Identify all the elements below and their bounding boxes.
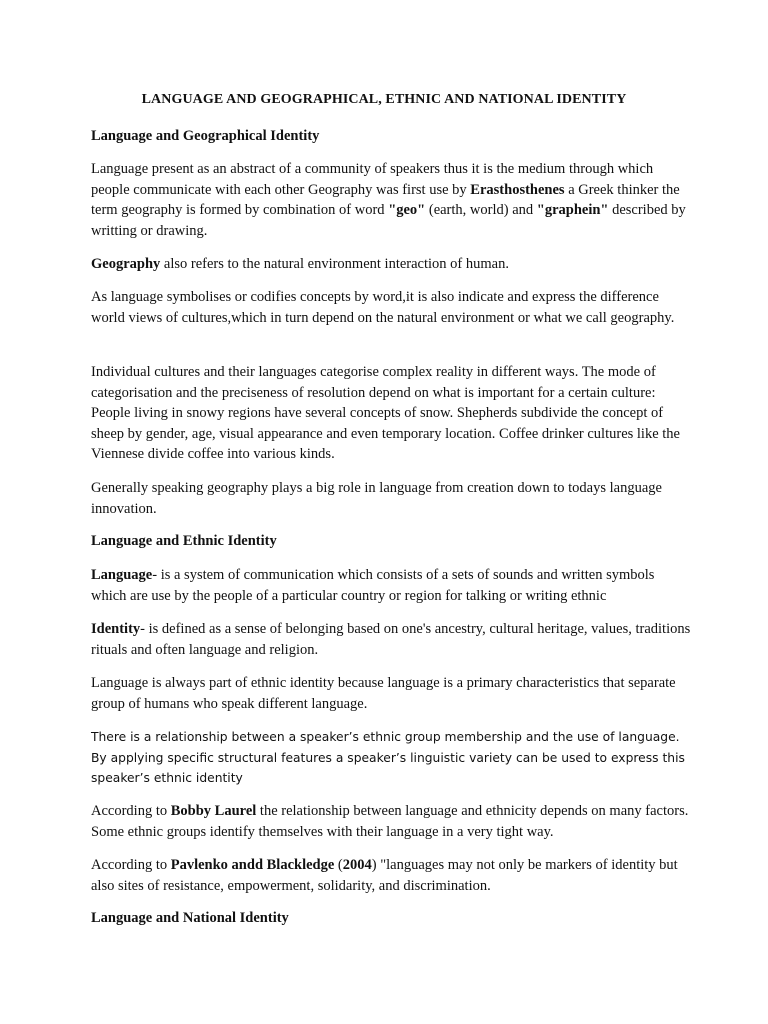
bold-term-erasthosthenes: Erasthosthenes: [470, 181, 565, 198]
text-run: ) "languages may not only be markers of identity but also sites of resistance, empowerment, solidarity, and discrimination.: [91, 857, 678, 894]
text-run: (: [334, 857, 343, 873]
section-heading-national: Language and National Identity: [91, 910, 289, 926]
document-title: LANGUAGE AND GEOGRAPHICAL, ETHNIC AND NATIONAL IDENTITY: [141, 92, 627, 107]
section-heading-ethnic: Language and Ethnic Identity: [91, 533, 277, 549]
text-run: described by writting or drawing.: [91, 202, 686, 239]
paragraph-world-views: As language symbolises or codifies concepts by word,it is also indicate and express the difference world views of cultures,which in turn depend on the natural environment or what we call geography.: [91, 289, 675, 326]
paragraph-language-definition: [91, 565, 691, 606]
bold-term-identity: Identity: [91, 621, 141, 637]
text-run: (earth, world) and: [425, 202, 537, 218]
paragraph-bobby-laurel: [91, 801, 691, 842]
paragraph-categorisation: Individual cultures and their languages categorise complex reality in different ways. The mode of categorisation and the preciseness of resolution depend on what is important for a certain culture: People living in snowy regions have several concepts of snow. Shepherds subdivide the concept of sheep by gender, age, visual appearance and even temporary location. Coffee drinker cultures like the Viennese divide coffee into various kinds.: [91, 364, 680, 462]
bold-term-graphein: "graphein": [536, 202, 609, 218]
text-run: - is defined as a sense of belonging based on one's ancestry, cultural heritage, values, traditions rituals and often language and religion.: [91, 621, 691, 658]
paragraph-ethnic-identity: Language is always part of ethnic identity because language is a primary characteristics that separate group of humans who speak different language.: [91, 675, 676, 712]
text-run: a Greek thinker the term geography is formed by combination of word: [91, 181, 680, 218]
bold-term-year: 2004: [342, 857, 372, 873]
paragraph-identity-definition: [91, 619, 691, 660]
text-run: - is a system of communication which consists of a sets of sounds and written symbols which are use by the people of a particular country or region for talking or writing ethnic: [91, 567, 655, 604]
text-run: the relationship between language and ethnicity depends on many factors. Some ethnic groups identify themselves with their language in a very tight way.: [91, 803, 689, 840]
bold-term-language: Language: [91, 567, 153, 583]
text-run: According to: [91, 803, 171, 819]
text-run: Language present as an abstract of a community of speakers thus it is the medium through which people communicate with each other Geography was first use by: [91, 161, 654, 198]
bold-term-bobby-laurel: Bobby Laurel: [170, 803, 257, 819]
section-heading-geographical: Language and Geographical Identity: [91, 128, 320, 144]
paragraph-pavlenko-blackledge: [91, 855, 691, 896]
bold-term-geography: Geography: [91, 256, 161, 272]
paragraph-speaker-relationship: There is a relationship between a speaker’s ethnic group membership and the use of language. By applying specific structural features a speaker’s linguistic variety can be used to express this speaker’s ethnic identity: [91, 730, 685, 785]
bold-term-geo: "geo": [388, 202, 426, 218]
bold-term-authors: Pavlenko andd Blackledge: [170, 857, 335, 873]
text-run: also refers to the natural environment interaction of human.: [160, 256, 509, 272]
text-run: According to: [91, 857, 171, 873]
paragraph-geography-definition: [91, 254, 691, 275]
paragraph-geography-intro: [91, 159, 691, 241]
paragraph-geography-role: Generally speaking geography plays a big role in language from creation down to todays language innovation.: [91, 480, 662, 517]
